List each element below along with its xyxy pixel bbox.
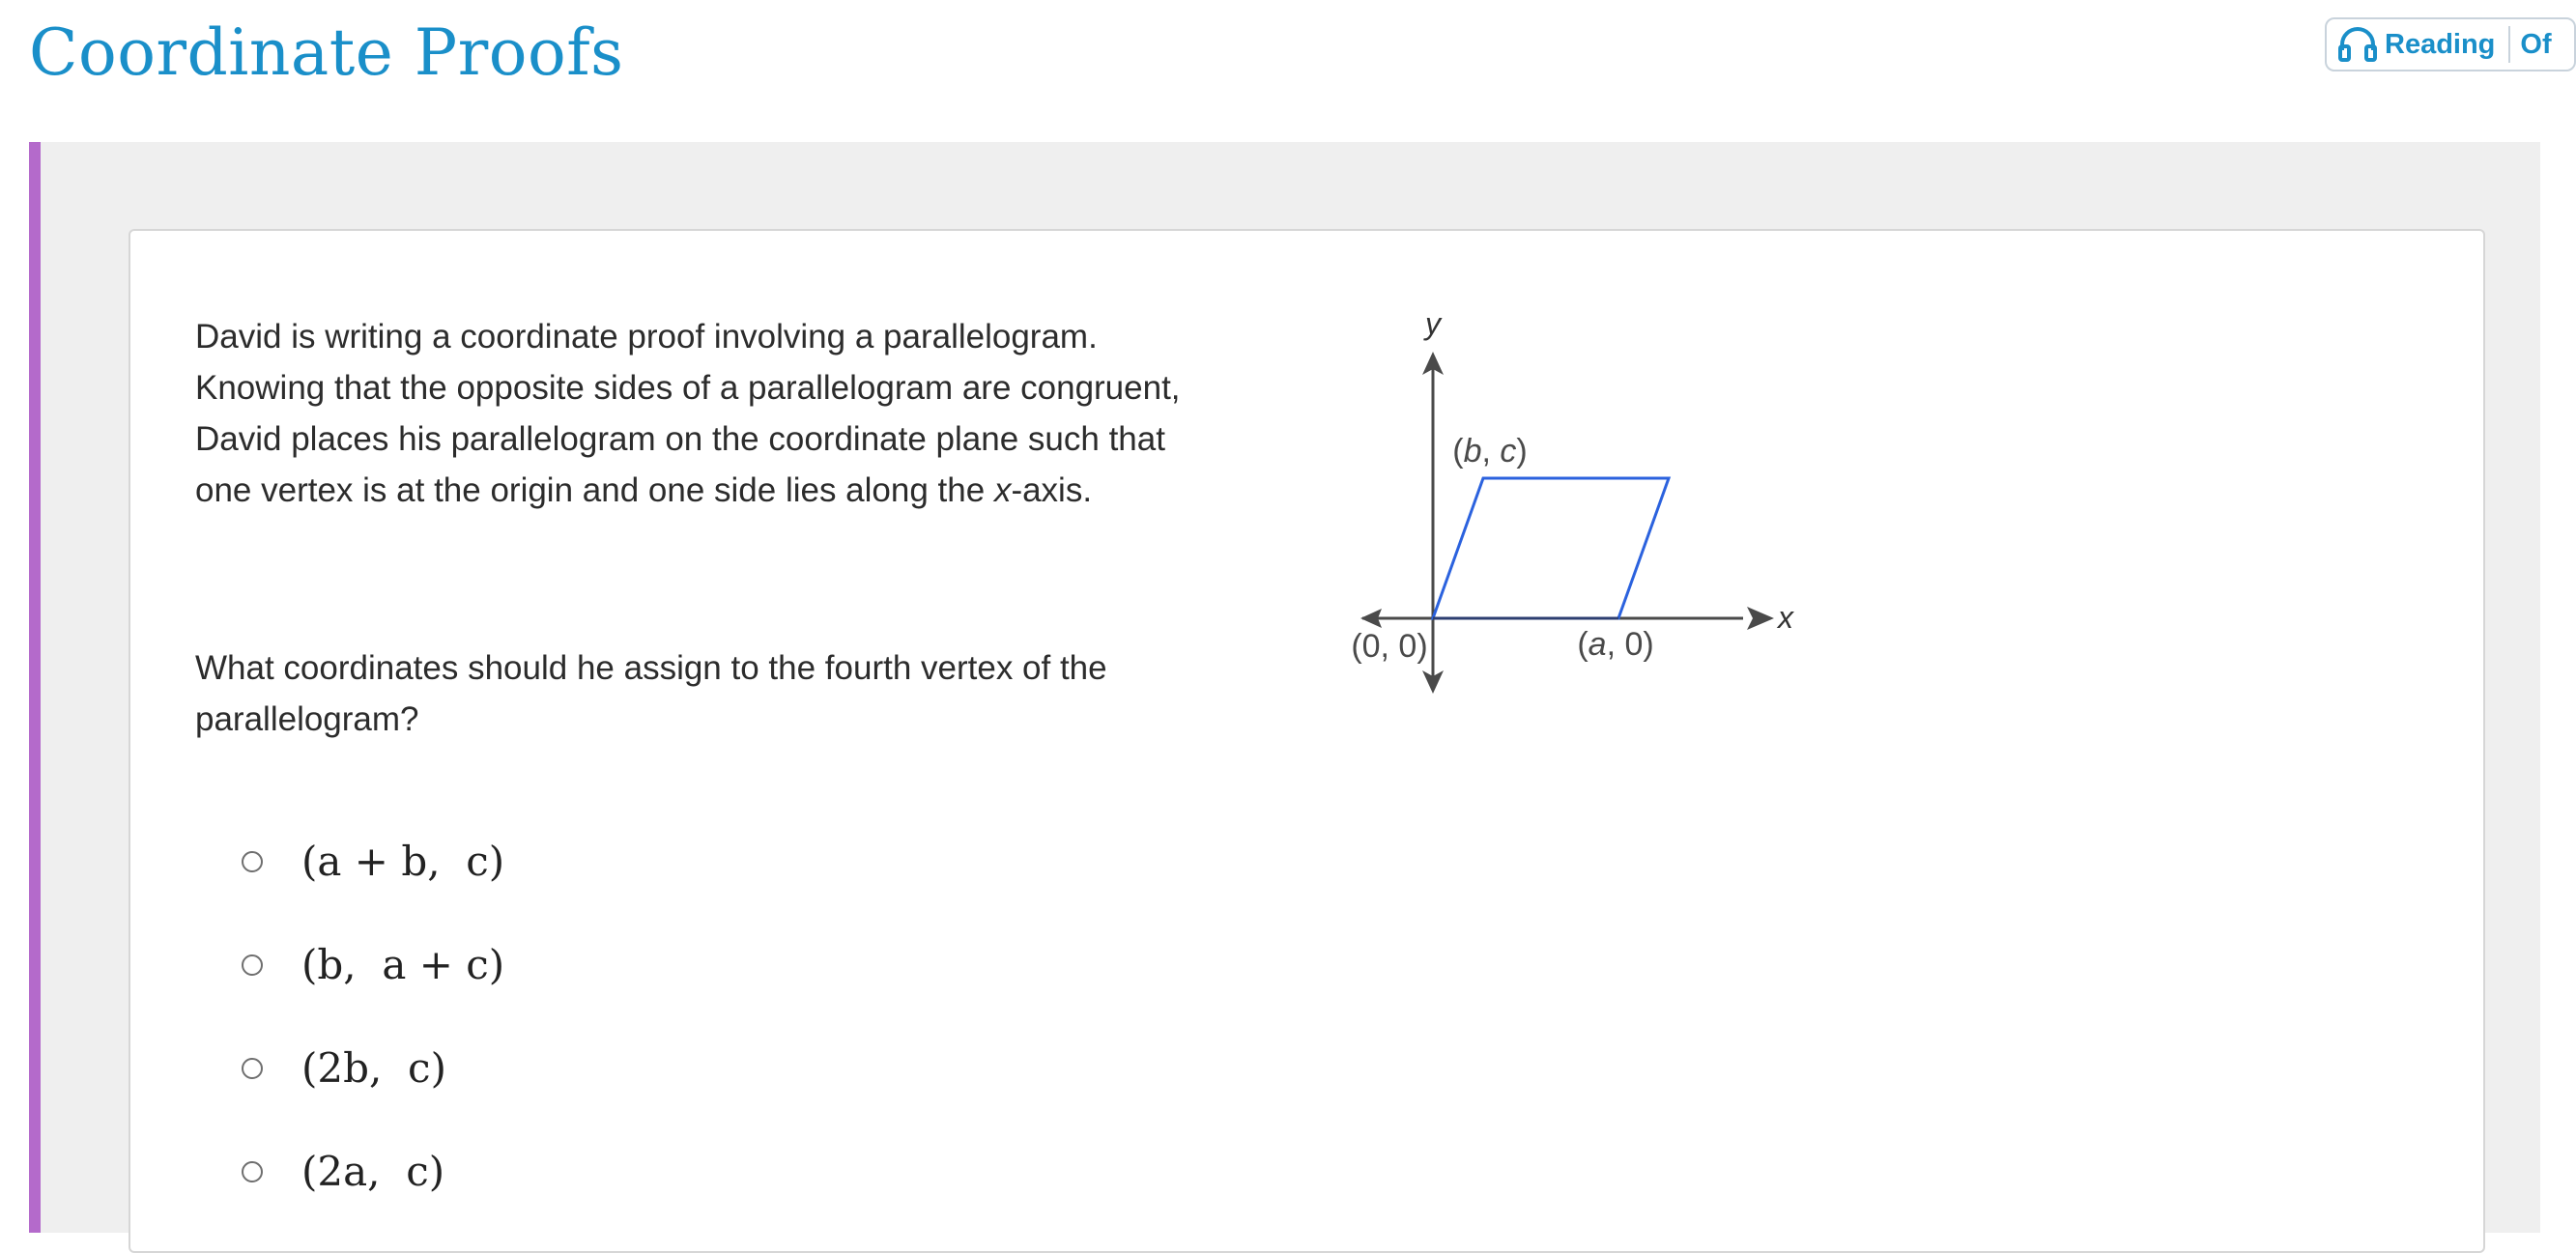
reading-state: Of (2520, 28, 2552, 60)
reading-toggle-button[interactable] (2325, 17, 2576, 71)
radio-button[interactable] (242, 954, 263, 976)
x-axis-arrow-right (1747, 607, 1774, 630)
toggle-divider (2508, 26, 2510, 63)
answer-choices (242, 810, 504, 1223)
vertex-bc-label: (b, c) (1452, 433, 1528, 470)
choice-4[interactable] (242, 1120, 504, 1223)
radio-button[interactable] (242, 1161, 263, 1182)
stem-line-1: David is writing a coordinate proof involving a parallelogram. (195, 318, 1098, 356)
vertex-origin-label: (0, 0) (1351, 628, 1428, 665)
choice-label: (2b, c) (301, 1044, 446, 1092)
reading-label: Reading (2385, 28, 2496, 60)
stem-line-2: Knowing that the opposite sides of a parallelogram are congruent, (195, 369, 1181, 407)
headphones-icon (2336, 25, 2379, 64)
question-stem (195, 311, 1306, 516)
choice-2[interactable] (242, 913, 504, 1016)
radio-button[interactable] (242, 1058, 263, 1079)
x-axis-label: x (1778, 600, 1793, 635)
vertex-a-label: (a, 0) (1577, 626, 1654, 663)
stem-italic-x: x (993, 471, 1012, 509)
choice-label: (b, a + c) (301, 941, 505, 988)
choice-label: (2a, c) (301, 1148, 445, 1195)
page-title: Coordinate Proofs (29, 15, 624, 90)
y-axis-label: y (1425, 306, 1441, 341)
stem-line-4: one vertex is at the origin and one side lies along the (195, 471, 994, 509)
parallelogram-diagram (1333, 299, 1797, 705)
radio-button[interactable] (242, 851, 263, 872)
section-accent-bar (29, 142, 41, 1233)
choice-3[interactable] (242, 1016, 504, 1120)
stem-line-3: David places his parallelogram on the coordinate plane such that (195, 420, 1165, 458)
choice-label: (a + b, c) (301, 838, 505, 885)
stem-tail: -axis. (1011, 471, 1093, 509)
question-prompt: What coordinates should he assign to the fourth vertex of the parallelogram? (195, 649, 1107, 738)
choice-1[interactable] (242, 810, 504, 913)
parallelogram-shape (1433, 478, 1669, 618)
